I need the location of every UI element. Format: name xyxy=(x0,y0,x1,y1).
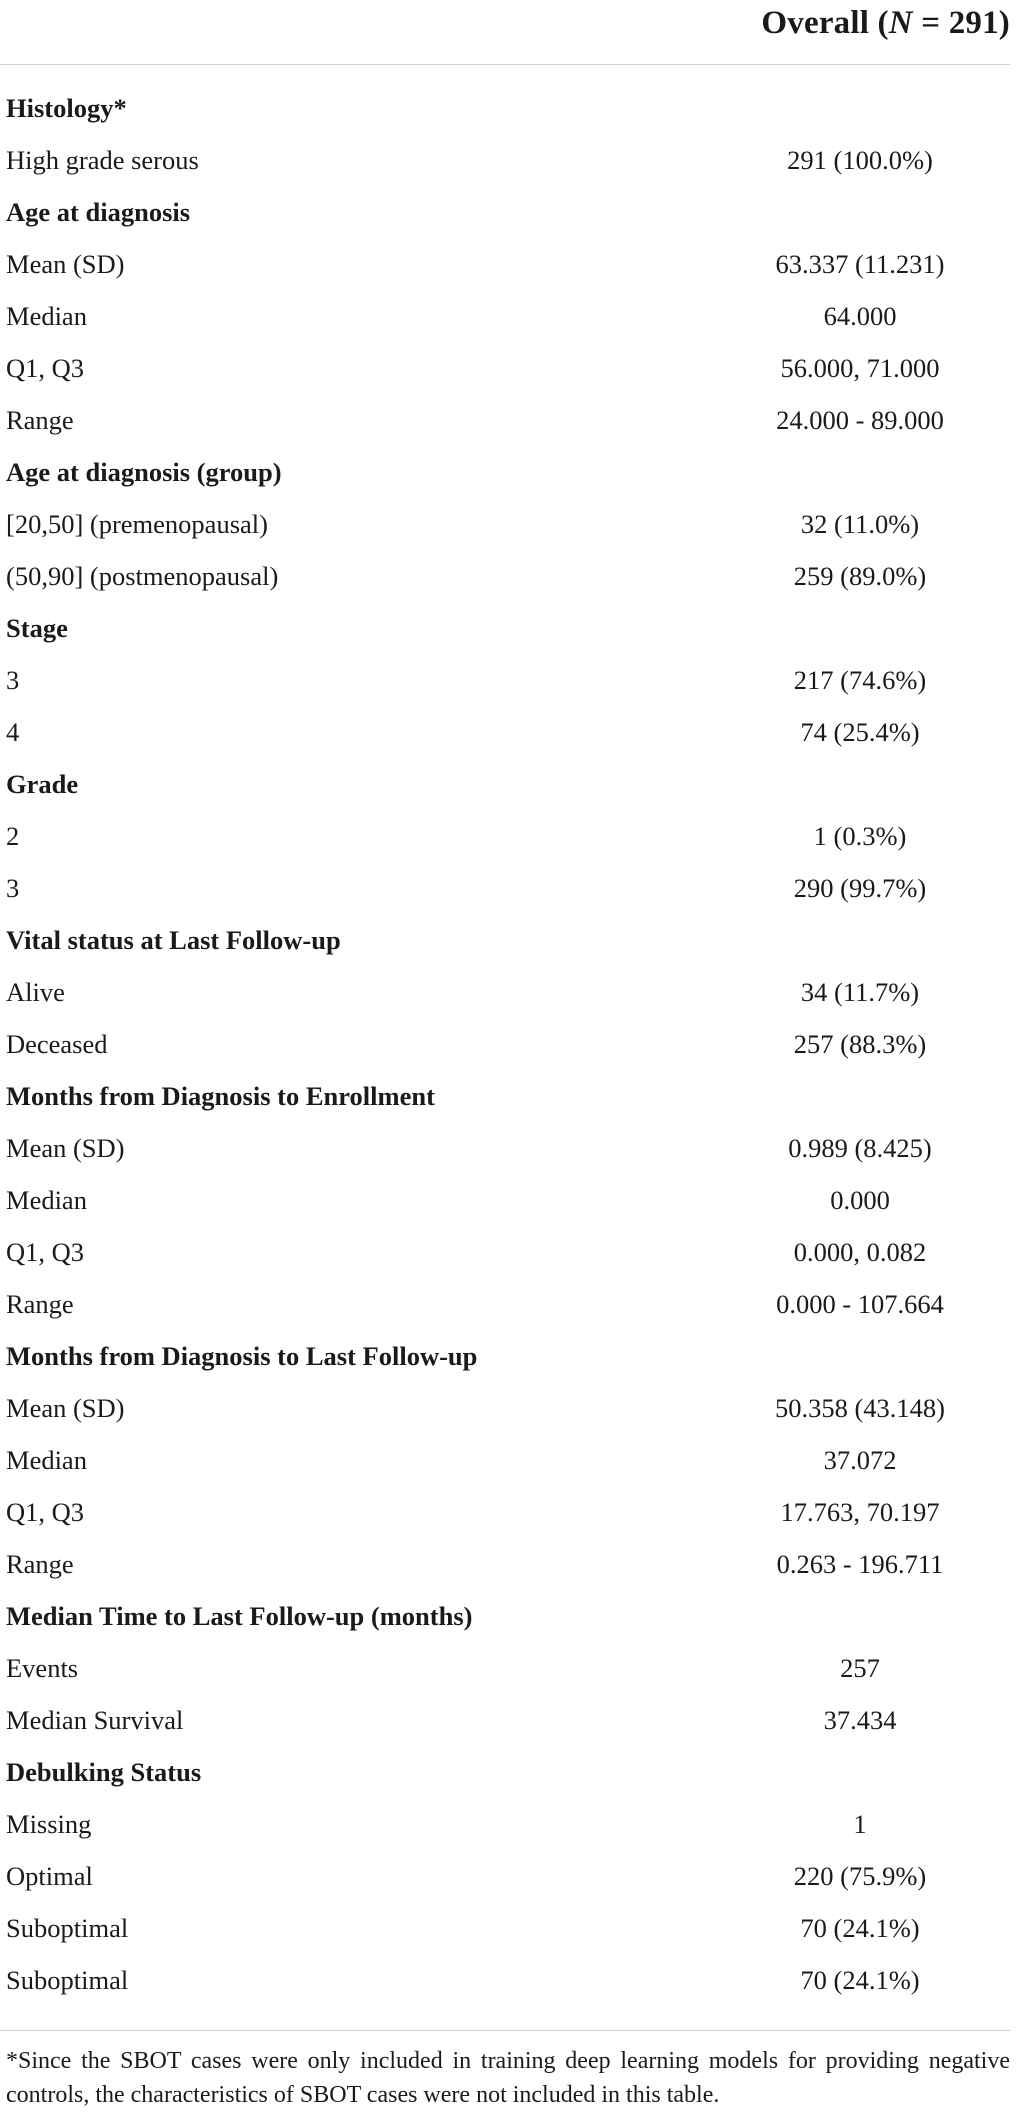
table-row xyxy=(0,550,1010,602)
row-label: Suboptimal xyxy=(6,1912,129,1943)
table-row xyxy=(0,1798,1010,1850)
row-value: 0.263 - 196.711 xyxy=(776,1548,944,1579)
table-row xyxy=(0,1642,1010,1694)
row-value: 17.763, 70.197 xyxy=(780,1496,940,1527)
section-label: Months from Diagnosis to Last Follow-up xyxy=(6,1340,478,1371)
header-title-suffix: = 291) xyxy=(912,5,1010,41)
row-value: 0.000 - 107.664 xyxy=(776,1288,944,1319)
row-label: Deceased xyxy=(6,1028,108,1059)
section-header-row xyxy=(0,602,1010,654)
table-body xyxy=(0,65,1010,2006)
table-row xyxy=(0,810,1010,862)
row-value: 257 (88.3%) xyxy=(793,1028,927,1059)
row-label: Median xyxy=(6,1184,87,1215)
section-label: Stage xyxy=(6,612,68,643)
section-label: Age at diagnosis (group) xyxy=(6,456,282,487)
table-header-row xyxy=(0,0,1010,65)
table-row xyxy=(0,1434,1010,1486)
table-row xyxy=(0,290,1010,342)
row-value: 1 xyxy=(853,1808,867,1839)
section-header-row xyxy=(0,1330,1010,1382)
table-row xyxy=(0,1954,1010,2006)
row-label: Q1, Q3 xyxy=(6,352,85,383)
row-label: 4 xyxy=(6,716,20,747)
table-footnote: *Since the SBOT cases were only included in training deep learning models for providing negative controls, the characteristics of SBOT cases were not included in this table. xyxy=(6,2048,1010,2108)
row-label: (50,90] (postmenopausal) xyxy=(6,560,279,591)
section-header-row xyxy=(0,82,1010,134)
table-row xyxy=(0,1018,1010,1070)
table-row xyxy=(0,134,1010,186)
table-row xyxy=(0,1902,1010,1954)
row-value: 0.989 (8.425) xyxy=(788,1132,932,1163)
column-header-overall xyxy=(761,7,1010,40)
row-value: 257 xyxy=(840,1652,880,1683)
row-value: 64.000 xyxy=(823,300,897,331)
row-label: Optimal xyxy=(6,1860,93,1891)
section-label: Months from Diagnosis to Enrollment xyxy=(6,1080,435,1111)
section-header-row xyxy=(0,446,1010,498)
header-title-prefix: Overall ( xyxy=(761,5,889,41)
row-label: Missing xyxy=(6,1808,92,1839)
row-value: 259 (89.0%) xyxy=(793,560,927,591)
section-header-row xyxy=(0,914,1010,966)
row-value: 220 (75.9%) xyxy=(793,1860,927,1891)
row-value: 290 (99.7%) xyxy=(793,872,927,903)
row-label: Events xyxy=(6,1652,79,1683)
row-label: Median xyxy=(6,1444,87,1475)
row-label: Q1, Q3 xyxy=(6,1236,85,1267)
row-label: 3 xyxy=(6,664,20,695)
section-label: Histology* xyxy=(6,92,127,123)
table-row xyxy=(0,1278,1010,1330)
row-value: 34 (11.7%) xyxy=(800,976,920,1007)
row-label: [20,50] (premenopausal) xyxy=(6,508,268,539)
row-label: Alive xyxy=(6,976,65,1007)
row-value: 56.000, 71.000 xyxy=(780,352,940,383)
row-value: 0.000, 0.082 xyxy=(793,1236,927,1267)
row-value: 74 (25.4%) xyxy=(800,716,920,747)
table-row xyxy=(0,238,1010,290)
table-row xyxy=(0,394,1010,446)
row-label: Mean (SD) xyxy=(6,1392,125,1423)
row-value: 291 (100.0%) xyxy=(787,144,933,175)
row-value: 1 (0.3%) xyxy=(813,820,907,851)
row-label: High grade serous xyxy=(6,144,199,175)
section-header-row xyxy=(0,758,1010,810)
header-title-n: N xyxy=(888,5,913,41)
row-value: 50.358 (43.148) xyxy=(774,1392,946,1423)
table-row xyxy=(0,1850,1010,1902)
section-label: Vital status at Last Follow-up xyxy=(6,924,341,955)
row-label: Range xyxy=(6,404,74,435)
row-value: 37.434 xyxy=(823,1704,897,1735)
table-row xyxy=(0,966,1010,1018)
row-value: 37.072 xyxy=(823,1444,897,1475)
table-row xyxy=(0,1122,1010,1174)
table-row xyxy=(0,342,1010,394)
table-row xyxy=(0,862,1010,914)
section-header-row xyxy=(0,186,1010,238)
section-label: Age at diagnosis xyxy=(6,196,191,227)
row-value: 70 (24.1%) xyxy=(800,1964,920,1995)
row-value: 0.000 xyxy=(830,1184,890,1215)
table-row xyxy=(0,706,1010,758)
table-row xyxy=(0,1382,1010,1434)
table-row xyxy=(0,1538,1010,1590)
section-label: Debulking Status xyxy=(6,1756,202,1787)
table-row xyxy=(0,1226,1010,1278)
row-label: 2 xyxy=(6,820,20,851)
section-header-row xyxy=(0,1746,1010,1798)
footnote-divider xyxy=(0,2030,1010,2031)
row-label: Q1, Q3 xyxy=(6,1496,85,1527)
row-label: 3 xyxy=(6,872,20,903)
row-label: Suboptimal xyxy=(6,1964,129,1995)
section-label: Grade xyxy=(6,768,79,799)
row-value: 70 (24.1%) xyxy=(800,1912,920,1943)
row-value: 217 (74.6%) xyxy=(793,664,927,695)
table-row xyxy=(0,1174,1010,1226)
row-label: Range xyxy=(6,1288,74,1319)
row-value: 24.000 - 89.000 xyxy=(776,404,944,435)
row-label: Mean (SD) xyxy=(6,1132,125,1163)
table-row xyxy=(0,654,1010,706)
table-row xyxy=(0,498,1010,550)
row-value: 32 (11.0%) xyxy=(800,508,920,539)
row-label: Mean (SD) xyxy=(6,248,125,279)
row-label: Range xyxy=(6,1548,74,1579)
table-row xyxy=(0,1694,1010,1746)
section-header-row xyxy=(0,1590,1010,1642)
row-value: 63.337 (11.231) xyxy=(775,248,945,279)
row-label: Median xyxy=(6,300,87,331)
row-label: Median Survival xyxy=(6,1704,184,1735)
section-label: Median Time to Last Follow-up (months) xyxy=(6,1600,473,1631)
section-header-row xyxy=(0,1070,1010,1122)
table-row xyxy=(0,1486,1010,1538)
